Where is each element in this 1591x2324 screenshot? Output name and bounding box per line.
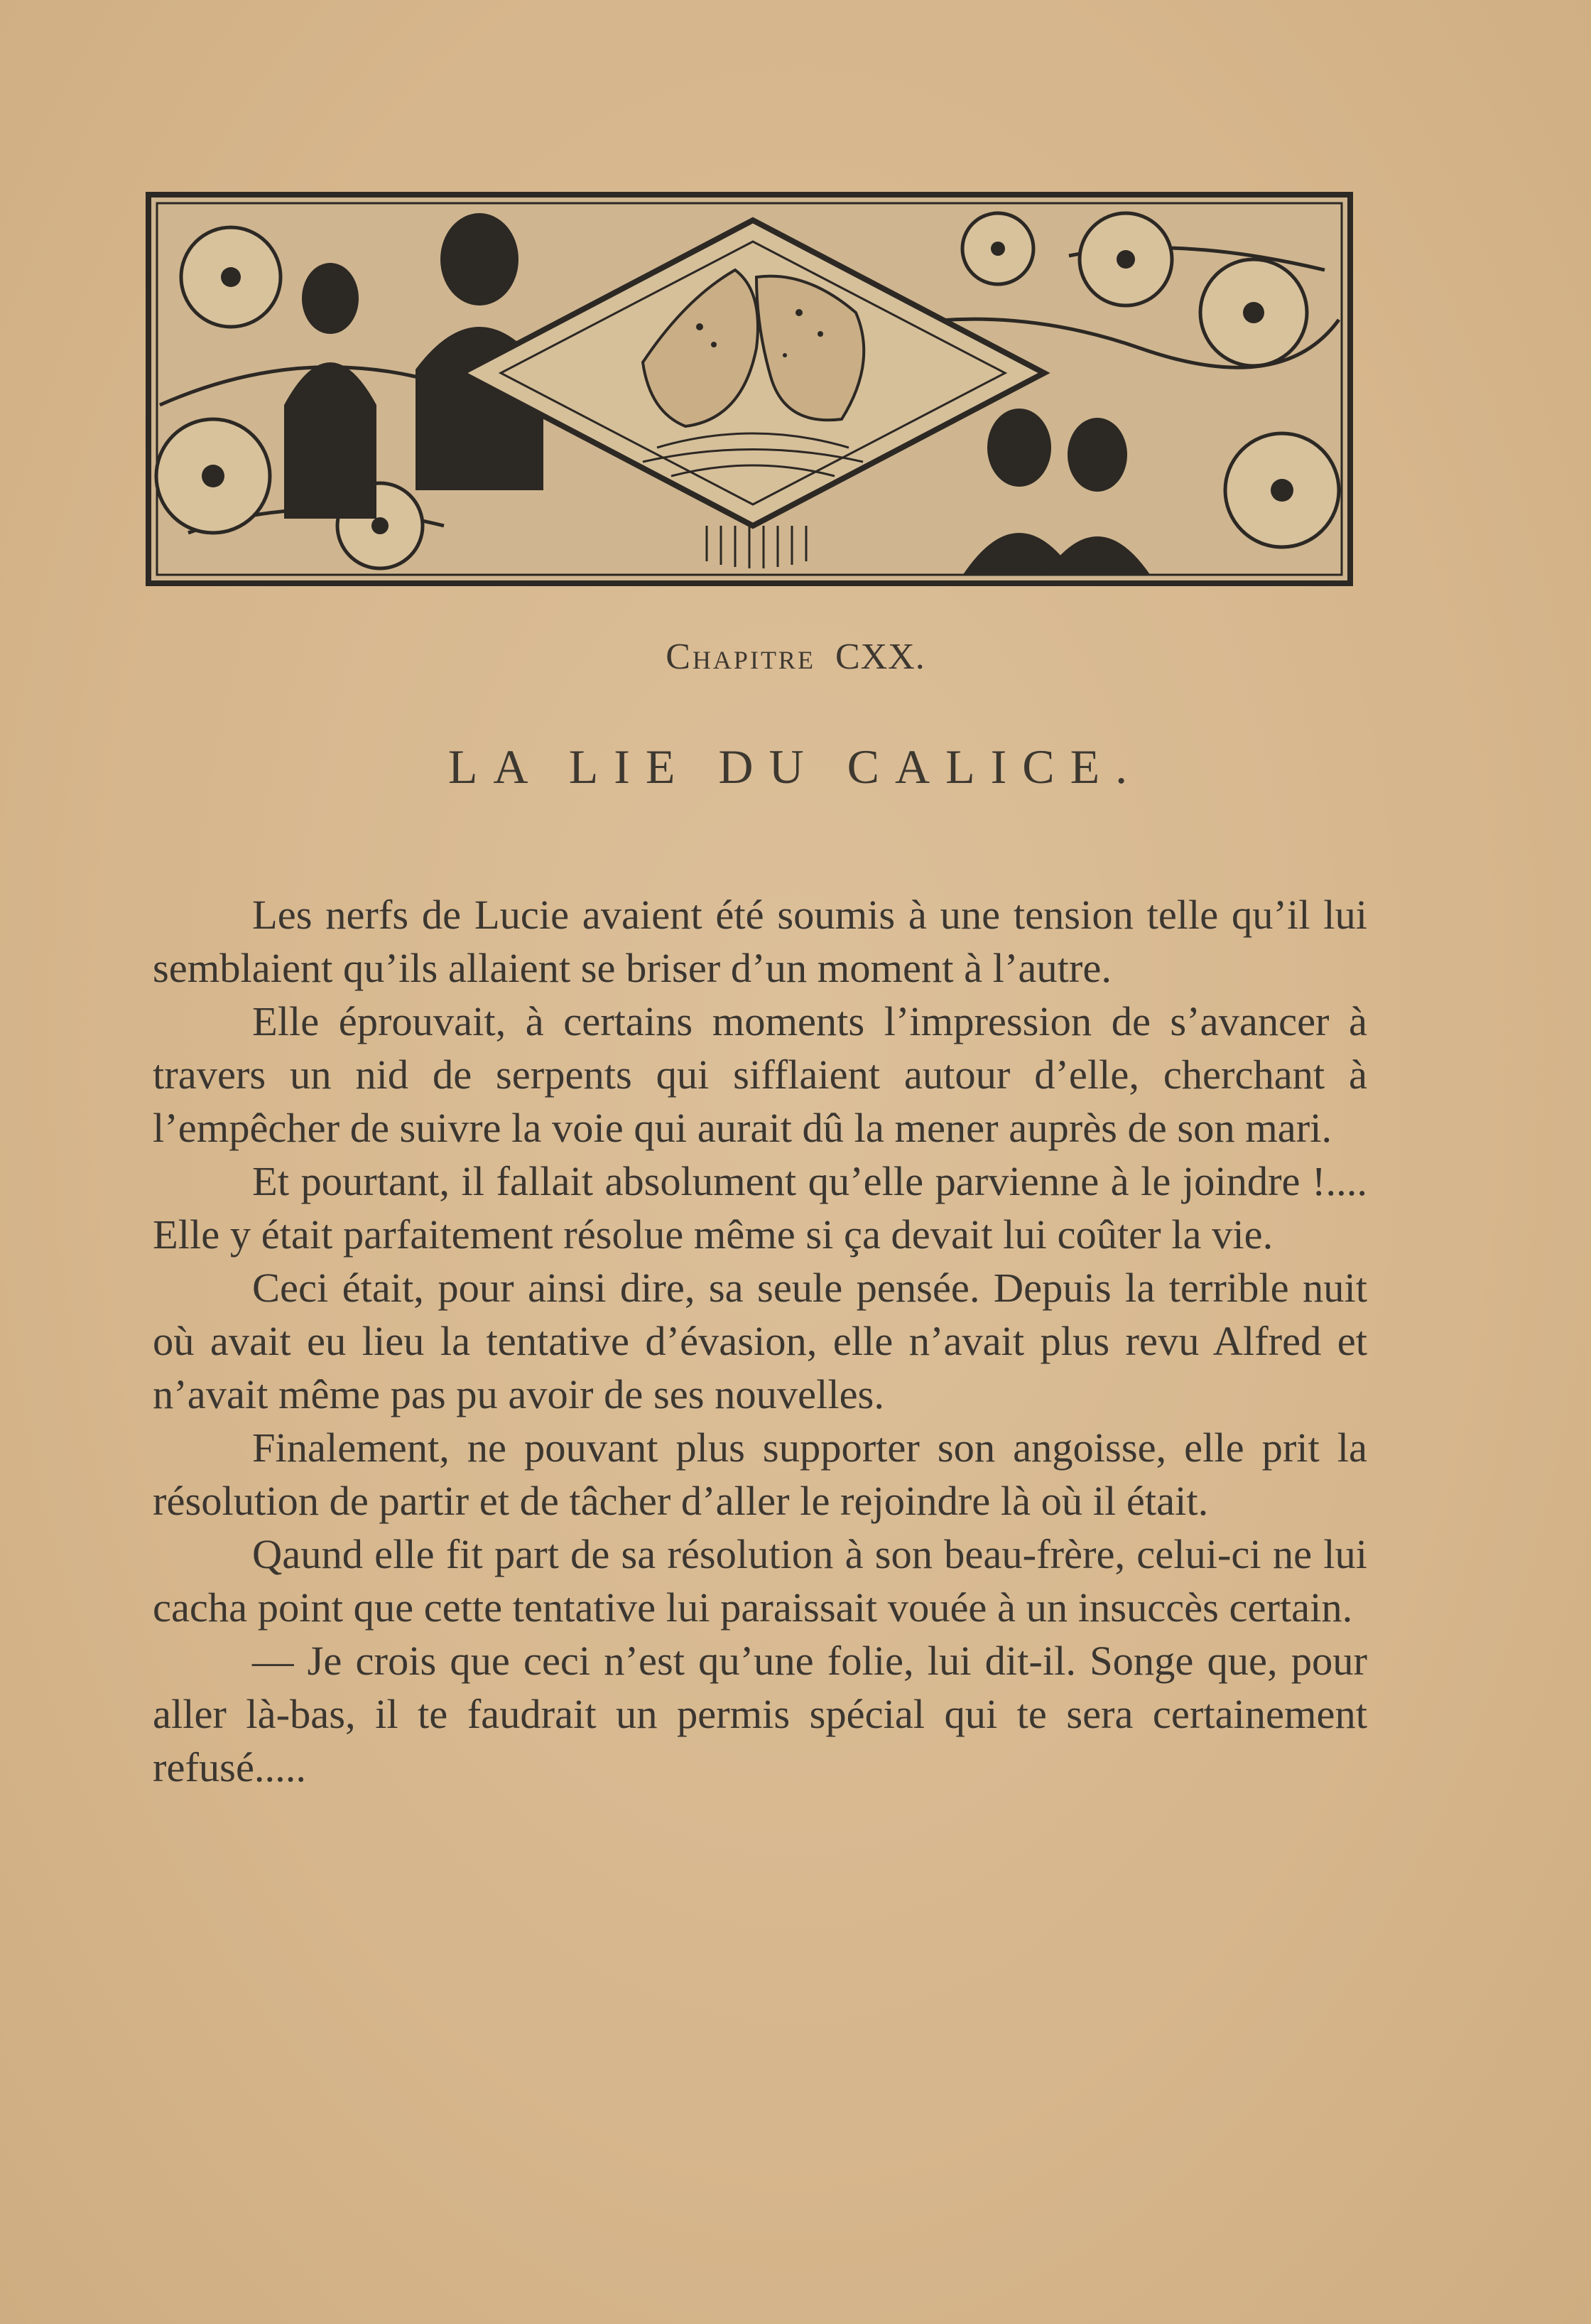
paragraph: Qaund elle fit part de sa résolution à son beau-frère, celui-ci ne lui cacha point que cette tentative lui paraissait vouée à un insuccès certain.	[153, 1531, 1367, 1631]
paragraph: — Je crois que ceci n’est qu’une folie, lui dit-il. Songe que, pour aller là-bas, il te faudrait un permis spécial qui te sera certainement refusé.....	[153, 1638, 1367, 1790]
chapter-heading	[0, 636, 1591, 678]
chapter-numeral: CXX.	[835, 637, 925, 677]
paragraph: Et pourtant, il fallait absolument qu’elle parvienne à le joindre !.... Elle y était parfaitement résolue même si ça devait lui coûter la vie.	[153, 1158, 1367, 1258]
paragraph: Finalement, ne pouvant plus supporter son angoisse, elle prit la résolution de partir et de tâcher d’aller le rejoindre là où il était.	[153, 1425, 1367, 1524]
paragraph: Les nerfs de Lucie avaient été soumis à une tension telle qu’il lui semblaient qu’ils allaient se briser d’un moment à l’autre.	[153, 892, 1367, 991]
paragraph: Ceci était, pour ainsi dire, sa seule pensée. Depuis la terrible nuit où avait eu lieu la tentative d’évasion, elle n’avait plus revu Alfred et n’avait même pas pu avoir de ses nouvelles.	[153, 1265, 1367, 1417]
paragraph: Elle éprouvait, à certains moments l’impression de s’avancer à travers un nid de serpents qui sifflaient autour d’elle, cherchant à l’empêcher de suivre la voie qui aurait dû la mener auprès de son mari.	[153, 998, 1367, 1151]
chapter-vignette-illustration	[146, 192, 1353, 586]
chapter-title: LA LIE DU CALICE.	[447, 740, 1144, 794]
chapter-body	[153, 888, 1367, 1794]
chapter-label: Chapitre	[666, 637, 815, 677]
